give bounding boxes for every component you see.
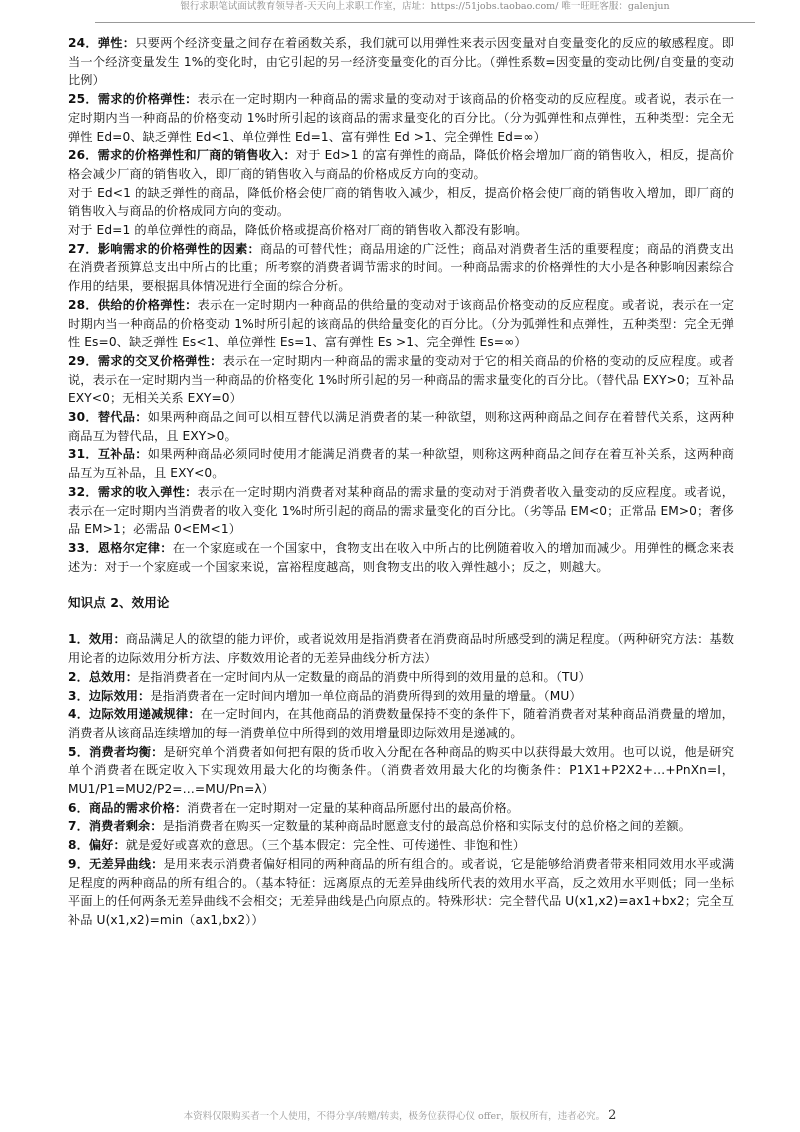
- definition-text: 表示在一定时期内一种商品的需求量的变动对于它的相关商品的价格的变动的反应程度。或者说，表示在一定时期内当一种商品的价格变化 1%时所引起的另一种商品的需求量变化的百分比。（替代品 EXY>0；互补品 EXY<0；无相关关系 EXY=0）: [68, 353, 734, 406]
- definition-text: 是用来表示消费者偏好相同的两种商品的所有组合的。或者说，它是能够给消费者带来相同效用水平或满足程度的两种商品的所有组合的。（基本特征：远离原点的无差异曲线所代表的效用水平高，反之效用水平则低；同一坐标平面上的任何两条无差异曲线不会相交；无差异曲线是凸向原点的。特殊形状：完全替代品 U(x1,x2)=ax1+bx2；完全互补品 U(x1,x2)=min（ax1,bx2））: [68, 856, 734, 927]
- definition-entry: [68, 743, 734, 799]
- definition-term: 25．需求的价格弹性：: [68, 92, 198, 107]
- definition-term: 4．边际效用递减规律：: [68, 707, 201, 722]
- definition-term: 26．需求的价格弹性和厂商的销售收入：: [68, 148, 296, 163]
- definition-term: 6．商品的需求价格：: [68, 800, 188, 815]
- definition-term: 24．弹性：: [68, 36, 136, 50]
- definition-term: 5．消费者均衡：: [68, 744, 164, 759]
- page-footer: [0, 1108, 800, 1123]
- definition-term: 29．需求的交叉价格弹性：: [68, 353, 223, 368]
- definition-entry: [68, 630, 734, 667]
- definition-entry: [68, 668, 734, 687]
- definition-text: 如果两种商品之间可以相互替代以满足消费者的某一种欲望，则称这两种商品之间存在着替代关系，这两种商品互为替代品，且 EXY>0。: [68, 410, 734, 443]
- definition-entry: [68, 90, 734, 146]
- page-number: 2: [608, 1108, 617, 1123]
- definition-text: 表示在一定时期内一种商品的需求量的变动对于该商品的价格变动的反应程度。或者说，表示在一定时期内当一种商品的价格变动 1%时所引起的该商品的需求量变化的百分比。（分为弧弹性和点弹性，五种类型：完全无弹性 Ed=0、缺乏弹性 Ed<1、单位弹性 Ed=1、富有弹性 Ed >1、完全弹性 Ed=∞）: [68, 92, 734, 144]
- definition-term: 31．互补品：: [68, 447, 148, 462]
- definition-text: 对于 Ed>1 的富有弹性的商品，降低价格会增加厂商的销售收入，相反，提高价格会减少厂商的销售收入，即厂商的销售收入与商品的价格成反方向的变动。: [68, 148, 734, 181]
- definition-text: 只要两个经济变量之间存在着函数关系，我们就可以用弹性来表示因变量对自变量变化的反应的敏感程度。即当一个经济变量发生 1%的变化时，由它引起的另一经济变量变化的百分比。（弹性系数=因变量的变动比例/自变量的变动比例）: [68, 36, 734, 88]
- definition-text: 商品满足人的欲望的能力评价，或者说效用是指消费者在消费商品时所感受到的满足程度。（两种研究方法：基数用论者的边际效用分析方法、序数效用论者的无差异曲线分析方法）: [68, 632, 735, 666]
- definition-term: 32．需求的收入弹性：: [68, 484, 198, 499]
- definition-text: 在一定时间内，在其他商品的消费数量保持不变的条件下，随着消费者对某种商品消费量的增加，消费者从该商品连续增加的每一消费单位中所得到的效用增量即边际效用是递减的。: [68, 707, 734, 740]
- definition-text: 是指消费者在一定时间内从一定数量的商品的消费中所得到的效用量的总和。（TU）: [138, 669, 591, 684]
- definition-entry: [68, 855, 734, 930]
- definition-text: 如果两种商品必须同时使用才能满足消费者的某一种欲望，则称这两种商品之间存在着互补关系，这两种商品互为互补品，且 EXY<0。: [68, 447, 734, 481]
- definition-entry: [68, 146, 734, 183]
- footer-notice: 本资料仅限购买者一个人使用，不得分享/转赠/转卖，极务位获得心仪 offer，版权所有，违者必究。: [183, 1111, 606, 1122]
- definitions-list-part2: [68, 630, 734, 929]
- definition-text: 表示在一定时期内消费者对某种商品的需求量的变动对于消费者收入量变动的反应程度。或者说，表示在一定时期内当消费者的收入变化 1%时所引起的商品的需求量变化的百分比。（劣等品 EM<0；正常品 EM>0；奢侈品 EM>1；必需品 0<EM<1）: [68, 484, 734, 537]
- definition-entry: [68, 705, 734, 742]
- definition-term: 8．偏好：: [68, 838, 126, 853]
- definition-entry: [68, 799, 734, 818]
- definition-text: 对于 Ed<1 的缺乏弹性的商品，降低价格会使厂商的销售收入减少，相反，提高价格会使厂商的销售收入增加，即厂商的销售收入与商品的价格成同方向的变动。: [68, 185, 734, 219]
- definition-entry: [68, 445, 734, 482]
- spacer: [68, 612, 734, 630]
- definition-entry: [68, 836, 734, 855]
- definition-entry: [68, 352, 734, 408]
- document-body: [68, 34, 734, 930]
- definition-term: 2．总效用：: [68, 669, 139, 684]
- definition-term: 7．消费者剩余：: [68, 819, 163, 834]
- page-header: 银行求职笔试面试教育领导者-天天向上求职工作室，店址：https://51jobs.taobao.com/ 唯一旺旺客服：galenjun: [95, 0, 755, 23]
- definition-text: 是指消费者在一定时间内增加一单位商品的消费所得到的效用量的增量。（MU）: [150, 688, 582, 703]
- spacer: [68, 576, 734, 594]
- definition-text: 商品的可替代性；商品用途的广泛性；商品对消费者生活的重要程度；商品的消费支出在消费者预算总支出中所占的比重；所考察的消费者调节需求的时间。一种商品需求的价格弹性的大小是各种影响因素综合作用的结果，要根据具体情况进行全面的综合分析。: [68, 241, 734, 294]
- definition-entry: [68, 539, 734, 576]
- definition-text: 表示在一定时期内一种商品的供给量的变动对于该商品价格变动的反应程度。或者说，表示在一定时期内当一种商品的价格变动 1%时所引起的该商品的供给量变化的百分比。（分为弧弹性和点弹性，五种类型：完全无弹性 Es=0、缺乏弹性 Es<1、单位弹性 Es=1、富有弹性 Es >1、完全弹性 Es=∞）: [68, 297, 734, 350]
- definition-entry: [68, 240, 734, 296]
- section-title: 知识点 2、效用论: [68, 595, 170, 611]
- definition-entry: [68, 296, 734, 352]
- definition-text: 消费者在一定时期对一定量的某种商品所愿付出的最高价格。: [187, 800, 519, 815]
- definition-text: 对于 Ed=1 的单位弹性的商品，降低价格或提高价格对厂商的销售收入都没有影响。: [68, 223, 528, 238]
- definition-term: 28．供给的价格弹性：: [68, 297, 198, 312]
- definition-entry: [68, 817, 734, 836]
- definition-text: 就是爱好或喜欢的意思。（三个基本假定：完全性、可传递性、非饱和性）: [125, 838, 526, 853]
- definition-term: 27．影响需求的价格弹性的因素：: [68, 241, 261, 256]
- definition-term: 3．边际效用：: [68, 688, 151, 703]
- definitions-list-part1: [68, 34, 734, 576]
- definition-term: 33．恩格尔定律：: [68, 540, 173, 555]
- definition-term: 1．效用：: [68, 632, 126, 647]
- definition-entry: [68, 687, 734, 706]
- definition-entry: [68, 408, 734, 445]
- definition-term: 9．无差异曲线：: [68, 856, 164, 871]
- definition-term: 30．替代品：: [68, 410, 148, 425]
- definition-entry: [68, 34, 734, 90]
- definition-entry: [68, 221, 734, 240]
- definition-entry: [68, 184, 734, 221]
- definition-text: 是研究单个消费者如何把有限的货币收入分配在各种商品的购买中以获得最大效用。也可以说，他是研究单个消费者在既定收入下实现效用最大化的均衡条件。（消费者效用最大化的均衡条件：P1X1+P2X2+…+PnXn=I，MU1/P1=MU2/P2=…=MU/Pn=λ）: [68, 744, 734, 797]
- definition-text: 在一个家庭或在一个国家中，食物支出在收入中所占的比例随着收入的增加而减少。用弹性的概念来表述为：对于一个家庭或一个国家来说，富裕程度越高，则食物支出的收入弹性越小；反之，则越大。: [68, 540, 734, 574]
- definition-text: 是指消费者在购买一定数量的某种商品时愿意支付的最高总价格和实际支付的总价格之间的差额。: [162, 819, 691, 834]
- definition-entry: [68, 483, 734, 539]
